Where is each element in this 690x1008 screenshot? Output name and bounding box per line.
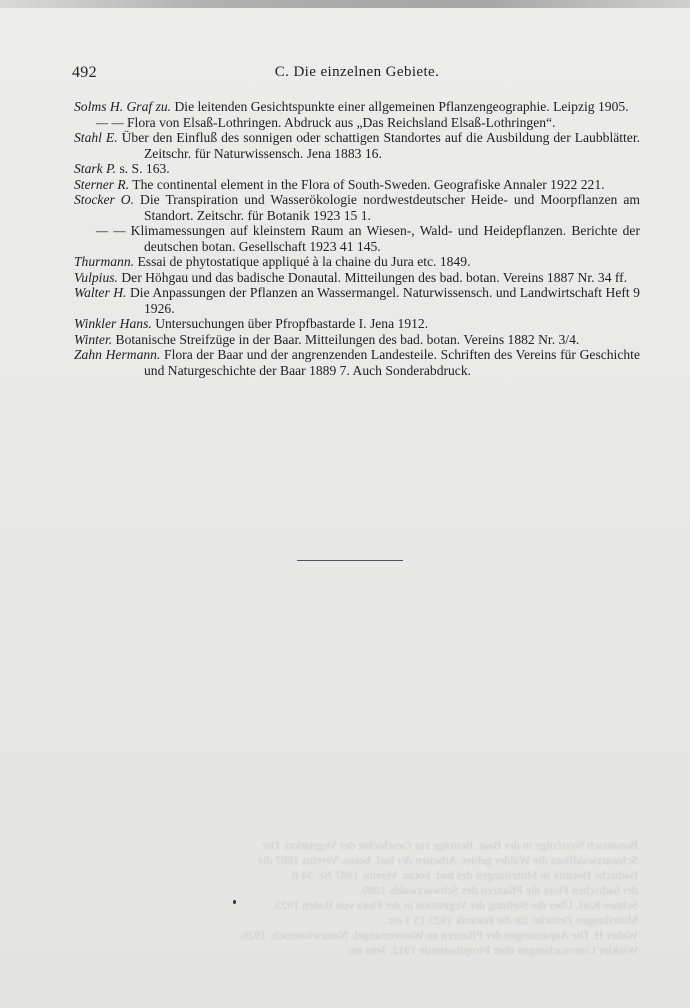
bleed-through-line: Badische Botanik in Mitteilungen des bad. botan. Vereins 1887 Nr. 34 ff. bbox=[288, 868, 638, 882]
bleed-through-line: Walter H. Die Anpassungen der Pflanzen an Wassermangel. Naturwissensch. 1926. bbox=[239, 928, 638, 942]
entry-text: Flora von Elsaß-Lothringen. Abdruck aus „Das Reichsland Elsaß-Lothringen“. bbox=[126, 114, 556, 130]
entry-text: The continental element in the Flora of South-Sweden. Geografiske Annaler 1922 221. bbox=[132, 176, 605, 192]
bibliography-entry bbox=[74, 316, 640, 332]
bleed-through-line: Schwarzwaldflora die Wälder gebiet. Arbeiten der bad. botan. Vereins 1887 die bbox=[257, 853, 638, 867]
entry-text: Die Transpiration und Wasserökologie nordwestdeutscher Heide- und Moorpflanzen am Standort. Zeitschr. für Botanik 1923 15 1. bbox=[140, 192, 640, 223]
bleed-through-line: Schnee Karl. Über die Stellung der Vegetation in der Flora von Baden 1923. bbox=[272, 898, 638, 912]
entry-author: Stocker O. bbox=[74, 192, 135, 207]
entry-author: — — bbox=[96, 114, 124, 130]
entry-author: Solms H. Graf zu. bbox=[74, 99, 172, 114]
bleed-through-text bbox=[78, 838, 638, 958]
page-number: 492 bbox=[72, 64, 97, 81]
bibliography-entry bbox=[74, 192, 640, 223]
bibliography-entry bbox=[74, 115, 640, 131]
entry-author: — — bbox=[96, 223, 126, 238]
entry-text: Die leitenden Gesichtspunkte einer allgemeinen Pflanzengeographie. Leipzig 1905. bbox=[174, 99, 629, 114]
bibliography-entry bbox=[74, 161, 640, 177]
bleed-through-line: Winkler Untersuchungen über Pfropfbastarde 1912. Jena etc. bbox=[345, 943, 638, 957]
entry-text: Der Höhgau und das badische Donautal. Mitteilungen des bad. botan. Vereins 1887 Nr. 34 ff. bbox=[121, 269, 628, 285]
ink-speck bbox=[233, 900, 236, 904]
entry-text: Flora der Baar und der angrenzenden Landesteile. Schriften des Vereins für Geschichte und Naturgeschichte der Baar 1889 7. Auch Sonderabdruck. bbox=[144, 347, 640, 378]
entry-author: Sterner R. bbox=[74, 176, 130, 192]
entry-author: Stahl E. bbox=[74, 130, 118, 145]
entry-text: Untersuchungen über Pfropfbastarde I. Jena 1912. bbox=[155, 316, 429, 331]
bibliography-entry bbox=[74, 177, 640, 193]
bleed-through-line: der badischen Flora die Pflanzen des Schwarzwalds 1889. bbox=[359, 883, 638, 897]
bleed-through-line: Bonanisch Streifzüge in der Baar. Beiträge zur Geschichte der Vegetation. Die bbox=[262, 838, 638, 852]
entry-text: Klimamessungen auf kleinstem Raum an Wiesen-, Wald- und Heidepflanzen. Berichte der deutschen botan. Gesellschaft 1923 41 145. bbox=[130, 223, 640, 254]
entry-author: Walter H. bbox=[74, 285, 127, 300]
entry-text: Botanische Streifzüge in der Baar. Mitteilungen des bad. botan. Vereins 1882 Nr. 3/4. bbox=[115, 331, 580, 347]
page-header bbox=[72, 64, 642, 86]
entry-text: Über den Einfluß des sonnigen oder schattigen Standortes auf die Ausbildung der Laubblätter. Zeitschr. für Naturwissensch. Jena 1883 16. bbox=[121, 130, 641, 161]
running-head: C. Die einzelnen Gebiete. bbox=[274, 64, 440, 80]
bibliography-entry bbox=[74, 130, 640, 161]
bleed-through-line: Mitteilungen Zeitschr. für die Botanik 1923 15 1 etc. bbox=[384, 913, 638, 927]
bibliography-entry bbox=[74, 270, 640, 286]
entry-author: Winkler Hans. bbox=[74, 316, 152, 331]
bibliography-entry bbox=[74, 223, 640, 254]
bibliography-entry bbox=[74, 285, 640, 316]
bibliography-entry bbox=[74, 332, 640, 348]
bibliography-entry bbox=[74, 347, 640, 378]
entry-text: Die Anpassungen der Pflanzen an Wassermangel. Naturwissensch. und Landwirtschaft Heft 9 1926. bbox=[129, 285, 640, 316]
bibliography-entry bbox=[74, 254, 640, 270]
entry-text: s. S. 163. bbox=[119, 161, 170, 176]
entry-author: Zahn Hermann. bbox=[74, 347, 161, 362]
entry-author: Thurmann. bbox=[74, 254, 135, 269]
bibliography-list bbox=[74, 99, 640, 378]
entry-author: Winter. bbox=[74, 331, 113, 347]
entry-author: Vulpius. bbox=[74, 269, 118, 285]
section-end-rule bbox=[297, 560, 403, 561]
entry-text: Essai de phytostatique appliqué à la chaine du Jura etc. 1849. bbox=[137, 254, 471, 269]
entry-author: Stark P. bbox=[74, 161, 117, 176]
bibliography-entry bbox=[74, 99, 640, 115]
top-edge-shadow bbox=[0, 0, 690, 8]
